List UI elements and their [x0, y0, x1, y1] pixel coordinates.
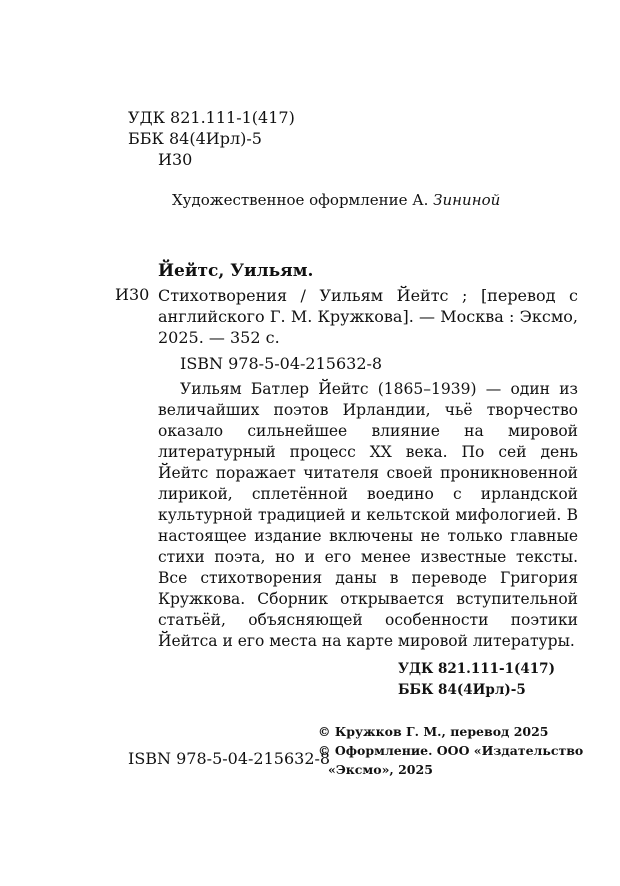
annotation-bbk: ББК 84(4Ирл)-5: [398, 682, 526, 698]
annotation-codes: [398, 659, 555, 701]
copyright-translation: © Кружков Г. М., перевод 2025: [318, 724, 549, 739]
designer-name: Зининой: [433, 191, 501, 209]
catalog-sign: И30: [115, 285, 150, 304]
isbn-main: ISBN 978-5-04-215632-8: [180, 354, 383, 373]
copyright-block: [318, 722, 583, 779]
copyright-design-line1: © Оформление. ООО «Издательство: [318, 743, 584, 758]
bibliographic-description: Стихотворения / Уильям Йейтс ; [перевод с английского Г. М. Кружкова]. — Москва : Эксмо, 2025. — 352 с.: [158, 286, 578, 347]
udk-code: УДК 821.111-1(417): [128, 108, 295, 127]
design-credit-prefix: Художественное оформление А.: [172, 191, 434, 209]
annotation-udk: УДК 821.111-1(417): [398, 661, 555, 677]
author-heading: Йейтс, Уильям.: [158, 261, 314, 281]
copyright-design-line2: «Эксмо», 2025: [328, 762, 433, 777]
design-credit: [172, 191, 500, 209]
author-sign: И30: [158, 150, 193, 169]
isbn-bottom: ISBN 978-5-04-215632-8: [128, 749, 331, 768]
annotation-text: Уильям Батлер Йейтс (1865–1939) — один из величайших поэтов Ирландии, чьё творчество оказало сильнейшее влияние на мировой литературный процесс XX века. По сей день Йейтс поражает читателя своей проникновенной лирикой, сплетённой воедино с ирландской культурной традицией и кельтской мифологией. В настоящее издание включены не только главные стихи поэта, но и его менее известные тексты. Все стихотворения даны в переводе Григория Кружкова. Сборник открывается вступительной статьёй, объясняющей особенности поэтики Йейтса и его места на карте мировой литературы.: [158, 380, 578, 650]
bbk-code: ББК 84(4Ирл)-5: [128, 129, 262, 148]
